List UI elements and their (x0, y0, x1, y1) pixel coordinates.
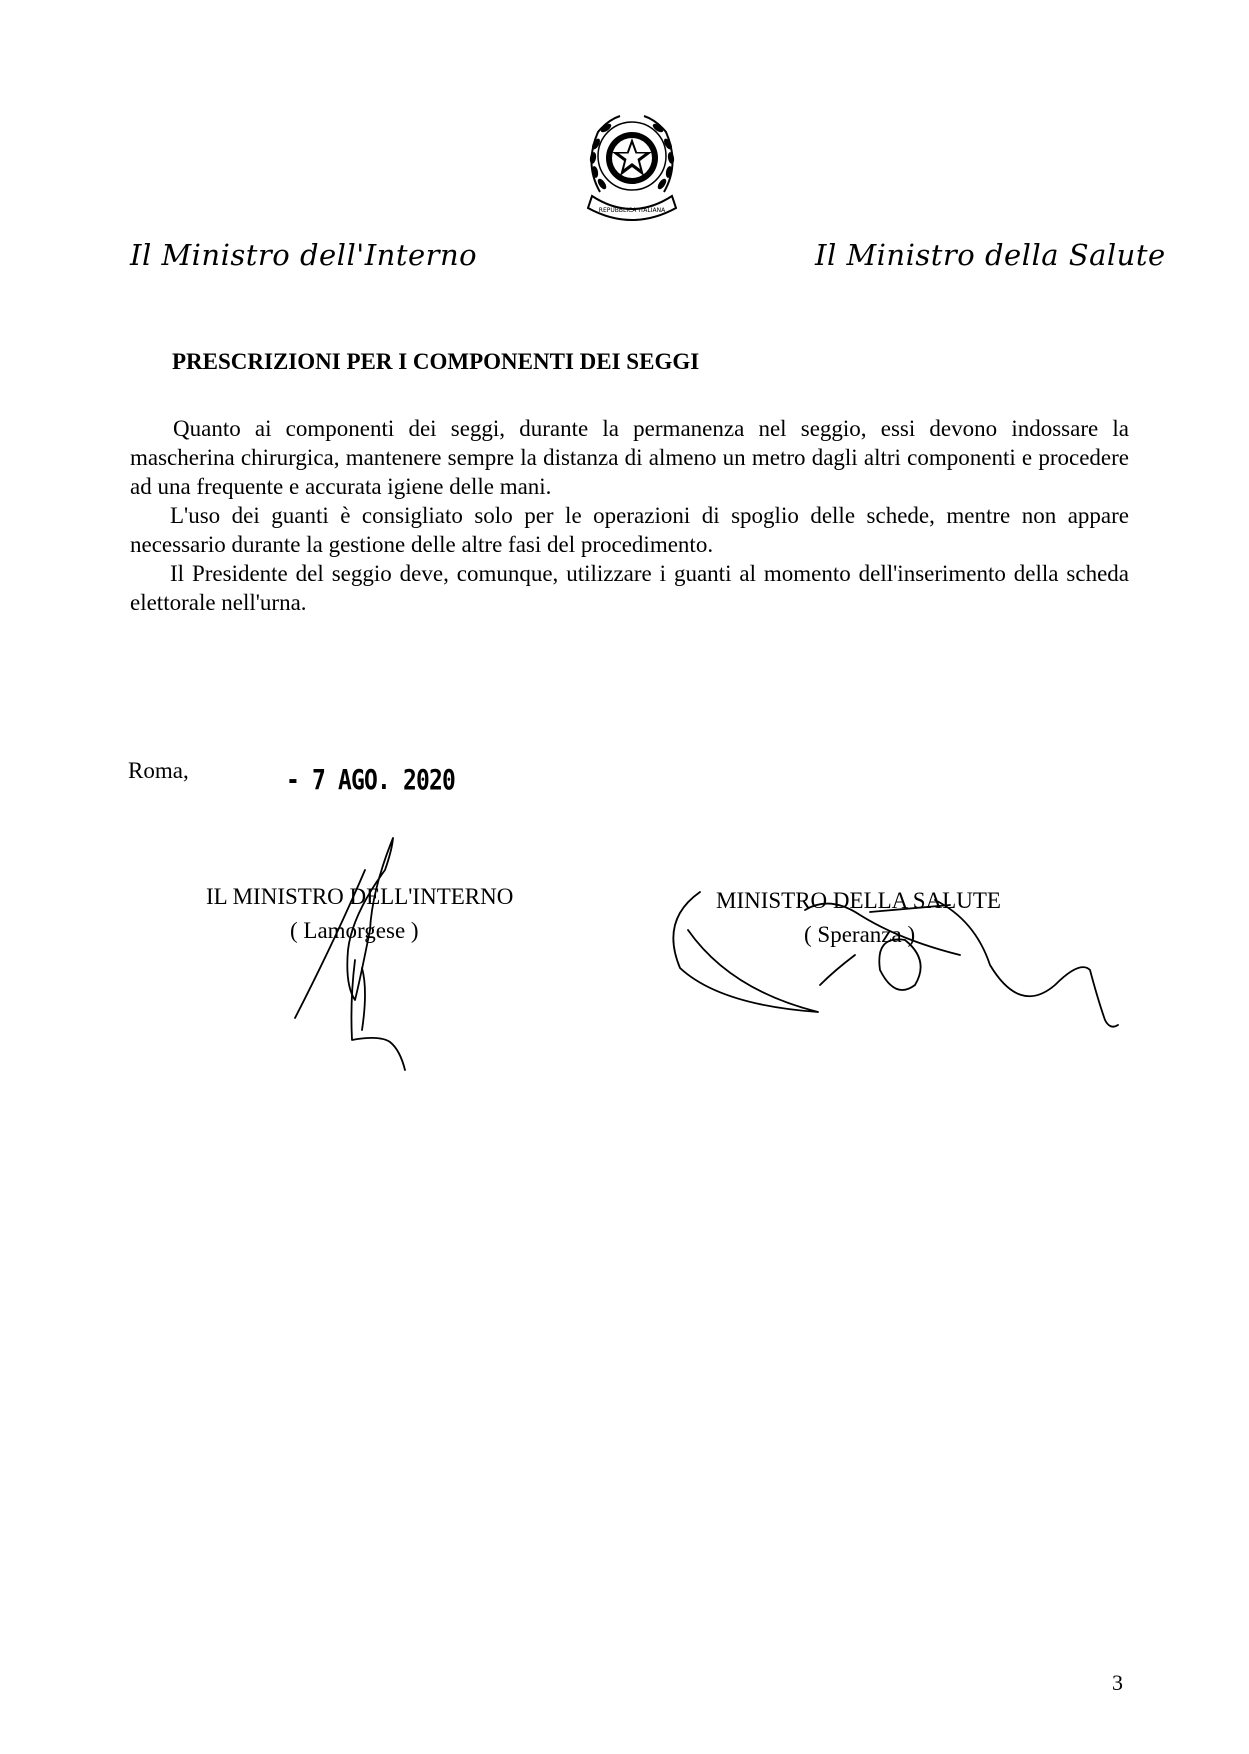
italian-republic-emblem-icon (578, 104, 686, 222)
document-body (130, 414, 1129, 617)
document-title: PRESCRIZIONI PER I COMPONENTI DEI SEGGI (172, 349, 700, 374)
left-signatory-title: IL MINISTRO DELL'INTERNO (206, 884, 514, 909)
page-number: 3 (1112, 1670, 1123, 1695)
left-signature-stroke (351, 960, 405, 1070)
right-heading: Il Ministro della Salute (815, 238, 1166, 272)
right-signatory-title: MINISTRO DELLA SALUTE (716, 888, 1001, 913)
left-heading: Il Ministro dell'Interno (130, 238, 478, 272)
place-name: Roma, (128, 758, 189, 783)
paragraph: L'uso dei guanti è consigliato solo per le operazioni di spoglio delle schede, mentre non appare necessario durante la gestione delle altre fasi del procedimento. (130, 503, 1129, 557)
right-signature-stroke (935, 900, 1118, 1027)
right-signature-stroke (820, 955, 855, 985)
left-signature-stroke (362, 968, 365, 1030)
right-signatory-name: ( Speranza ) (804, 922, 916, 947)
paragraph: Quanto ai componenti dei seggi, durante la permanenza nel seggio, essi devono indossare la mascherina chirurgica, mantenere sempre la distanza di almeno un metro dagli altri componenti e procedere ad una frequente e accurata igiene delle mani. (130, 416, 1129, 499)
date-stamp: - 7 AGO. 2020 (286, 763, 456, 796)
left-signatory-name: ( Lamorgese ) (290, 918, 419, 943)
svg-text:REPUBBLICA ITALIANA: REPUBBLICA ITALIANA (598, 207, 666, 214)
paragraph: Il Presidente del seggio deve, comunque, utilizzare i guanti al momento dell'inserimento della scheda elettorale nell'urna. (130, 561, 1129, 615)
